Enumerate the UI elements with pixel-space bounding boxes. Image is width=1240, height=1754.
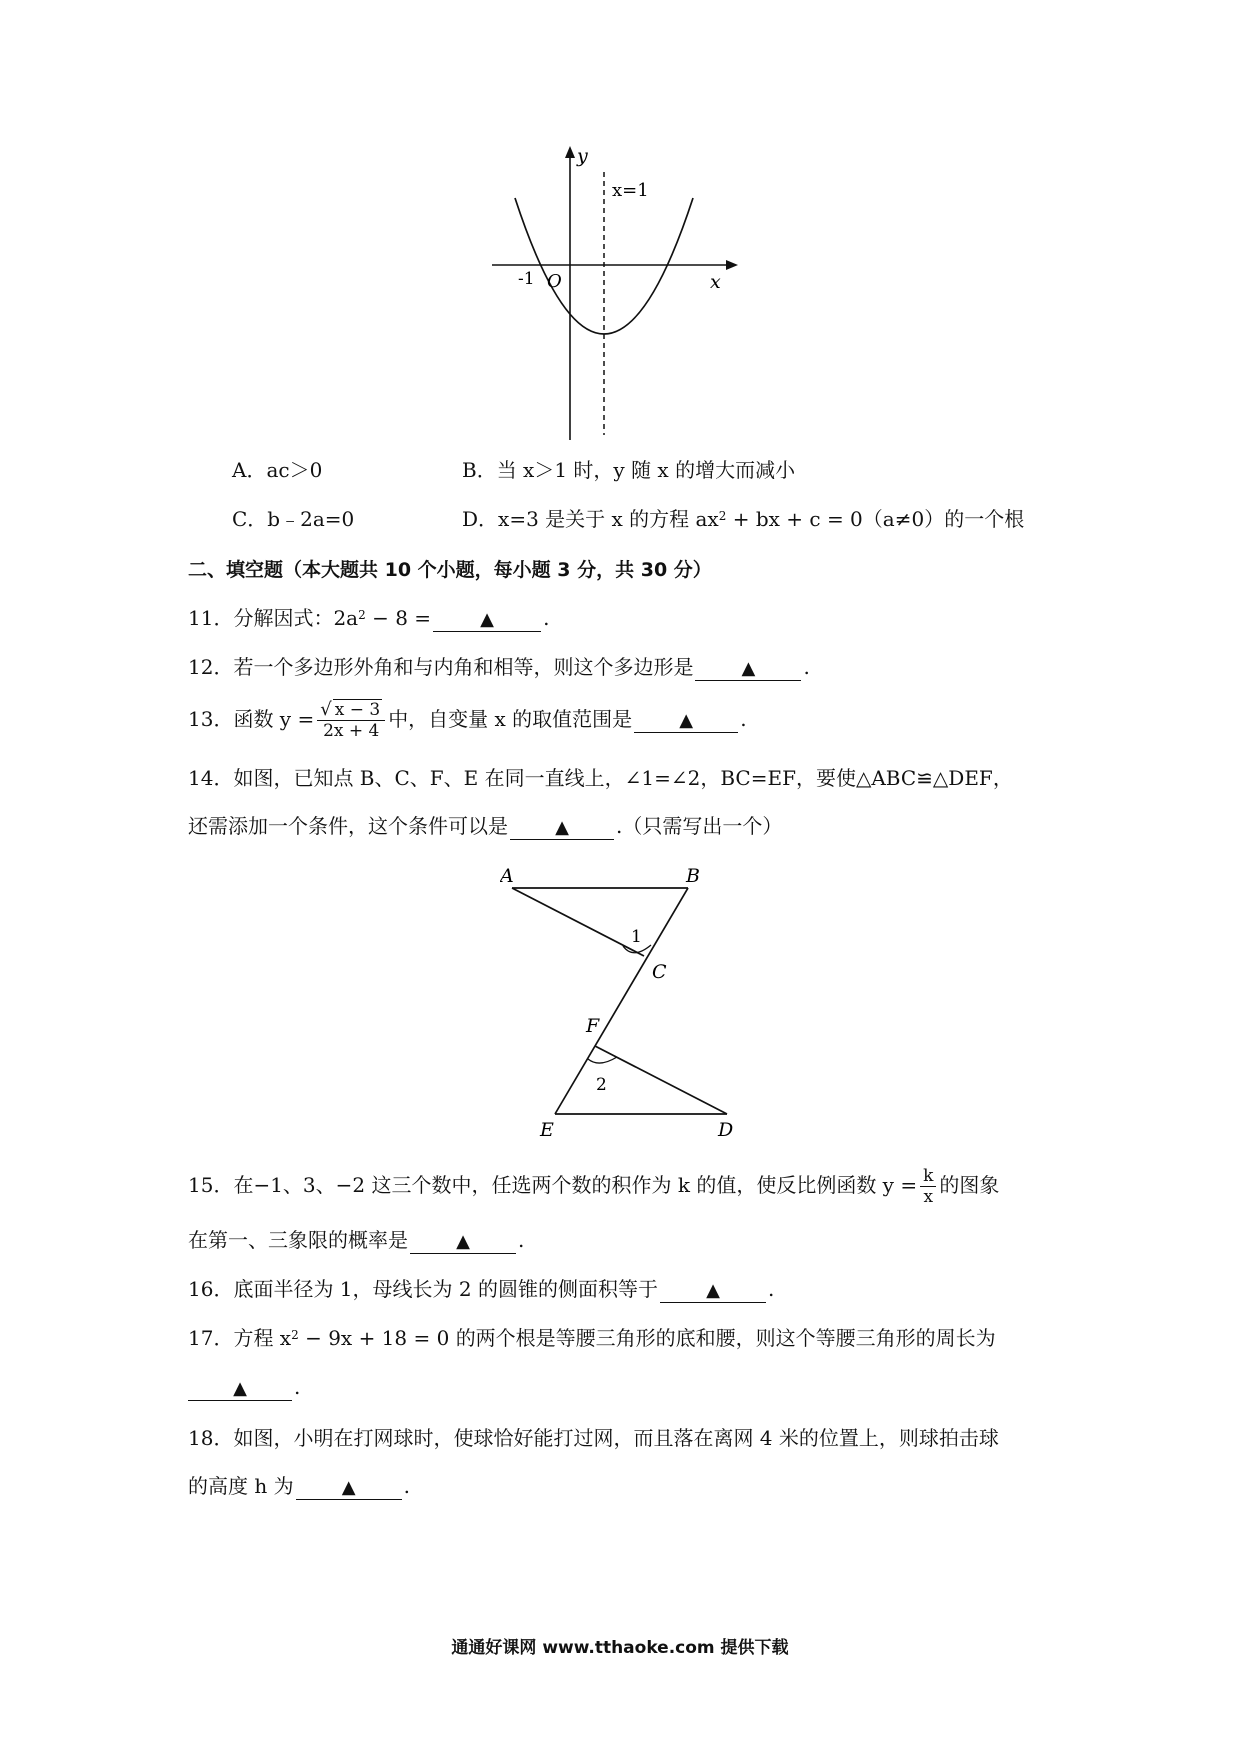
q16-answer-blank[interactable]: ▲ (660, 1280, 766, 1303)
label-e: E (540, 1119, 554, 1141)
q12-text: 12．若一个多边形外角和与内角和相等，则这个多边形是 (188, 655, 694, 679)
q13-answer-blank[interactable]: ▲ (634, 710, 738, 733)
question-14-line2 (188, 812, 782, 840)
option-d-suffix: + bx + c = 0（a≠0）的一个根 (726, 507, 1025, 531)
q15-fraction (920, 1166, 936, 1207)
angle-2-label: 2 (596, 1075, 607, 1095)
q16-end: . (767, 1277, 775, 1301)
q11-end: . (543, 606, 550, 630)
question-15-line2 (188, 1226, 524, 1254)
x-axis-arrow (726, 260, 738, 270)
q18-line2: 的高度 h 为 (188, 1474, 294, 1498)
q17-answer-blank[interactable]: ▲ (188, 1378, 292, 1401)
y-axis-arrow (565, 146, 575, 158)
q12-end: . (803, 655, 810, 679)
angle-2-arc (588, 1057, 617, 1063)
q17-suffix: − 9x + 18 = 0 的两个根是等腰三角形的底和腰，则这个等腰三角形的周长为 (298, 1326, 996, 1350)
q14-suffix: .（只需写出一个） (616, 814, 783, 838)
q17-prefix: 17．方程 x (188, 1326, 292, 1350)
option-b: B．当 x＞1 时，y 随 x 的增大而减小 (462, 458, 796, 482)
parabola-figure (480, 140, 760, 440)
label-f: F (586, 1015, 600, 1037)
q15-end: . (518, 1228, 525, 1252)
q14-prefix: 还需添加一个条件，这个条件可以是 (188, 814, 508, 838)
symmetry-line-label: x=1 (612, 180, 649, 201)
question-18-line2 (188, 1472, 410, 1500)
q15-prefix: 15．在−1、3、−2 这三个数中，任选两个数的积作为 k 的值，使反比例函数 y = (188, 1173, 918, 1197)
label-a: A (500, 865, 514, 887)
question-11 (188, 604, 549, 632)
q13-denominator: 2x + 4 (323, 721, 380, 741)
question-14-line1: 14．如图，已知点 B、C、F、E 在同一直线上，∠1=∠2，BC=EF，要使△ABC≌△DEF， (188, 766, 1013, 790)
segment-be (555, 888, 688, 1114)
label-b: B (686, 865, 700, 887)
q13-end: . (740, 707, 747, 731)
q15-denominator: x (923, 1187, 934, 1207)
question-17-line1 (188, 1324, 996, 1352)
label-d: D (718, 1119, 734, 1141)
page-footer: 通通好课网 www.tthaoke.com 提供下载 (451, 1638, 789, 1658)
section-title: 二、填空题（本大题共 10 个小题，每小题 3 分，共 30 分） (188, 559, 712, 581)
angle-1-label: 1 (631, 927, 642, 947)
q18-answer-blank[interactable]: ▲ (296, 1477, 402, 1500)
question-12 (188, 653, 810, 681)
option-d-exponent: 2 (718, 509, 727, 523)
q17-end: . (294, 1375, 301, 1399)
q14-answer-blank[interactable]: ▲ (510, 817, 614, 840)
q13-fraction: $\frac{√ x - 3}{2x + 4}$ (317, 700, 385, 741)
option-d-prefix: D．x=3 是关于 x 的方程 ax (462, 507, 719, 531)
q15-suffix: 的图象 (939, 1173, 1000, 1197)
triangle-figure (500, 860, 760, 1150)
q13-numerator: x − 3 (334, 700, 381, 720)
question-18-line1: 18．如图，小明在打网球时，使球恰好能打过网，而且落在离网 4 米的位置上，则球拍击球 (188, 1426, 999, 1450)
q17-exponent: 2 (291, 1328, 299, 1342)
q15-answer-blank[interactable]: ▲ (410, 1231, 516, 1254)
origin-label: O (547, 271, 562, 292)
label-c: C (652, 961, 667, 983)
option-d (462, 505, 1024, 533)
x-axis-label: x (710, 271, 721, 293)
q16-text: 16．底面半径为 1，母线长为 2 的圆锥的侧面积等于 (188, 1277, 658, 1301)
q13-prefix: 13．函数 y = (188, 707, 315, 731)
option-a: A．ac＞0 (232, 458, 323, 482)
q13-suffix: 中，自变量 x 的取值范围是 (388, 707, 633, 731)
q18-end: . (403, 1474, 410, 1498)
q15-numerator: k (920, 1166, 936, 1187)
q11-exponent: 2 (358, 608, 366, 622)
q15-line2: 在第一、三象限的概率是 (188, 1228, 408, 1252)
neg-one-label: -1 (518, 269, 535, 289)
q12-answer-blank[interactable]: ▲ (695, 658, 801, 681)
question-15-line1 (188, 1166, 999, 1207)
segment-ac (512, 888, 644, 956)
option-c: C．b﹣2a=0 (232, 507, 355, 531)
question-13 (188, 700, 747, 741)
q11-answer-blank[interactable]: ▲ (433, 609, 541, 632)
segment-fd (595, 1046, 727, 1114)
q11-prefix: 11．分解因式：2a (188, 606, 359, 630)
q11-suffix: − 8 = (365, 606, 432, 630)
question-16 (188, 1275, 774, 1303)
question-17-line2 (188, 1373, 300, 1401)
y-axis-label: y (577, 145, 588, 167)
